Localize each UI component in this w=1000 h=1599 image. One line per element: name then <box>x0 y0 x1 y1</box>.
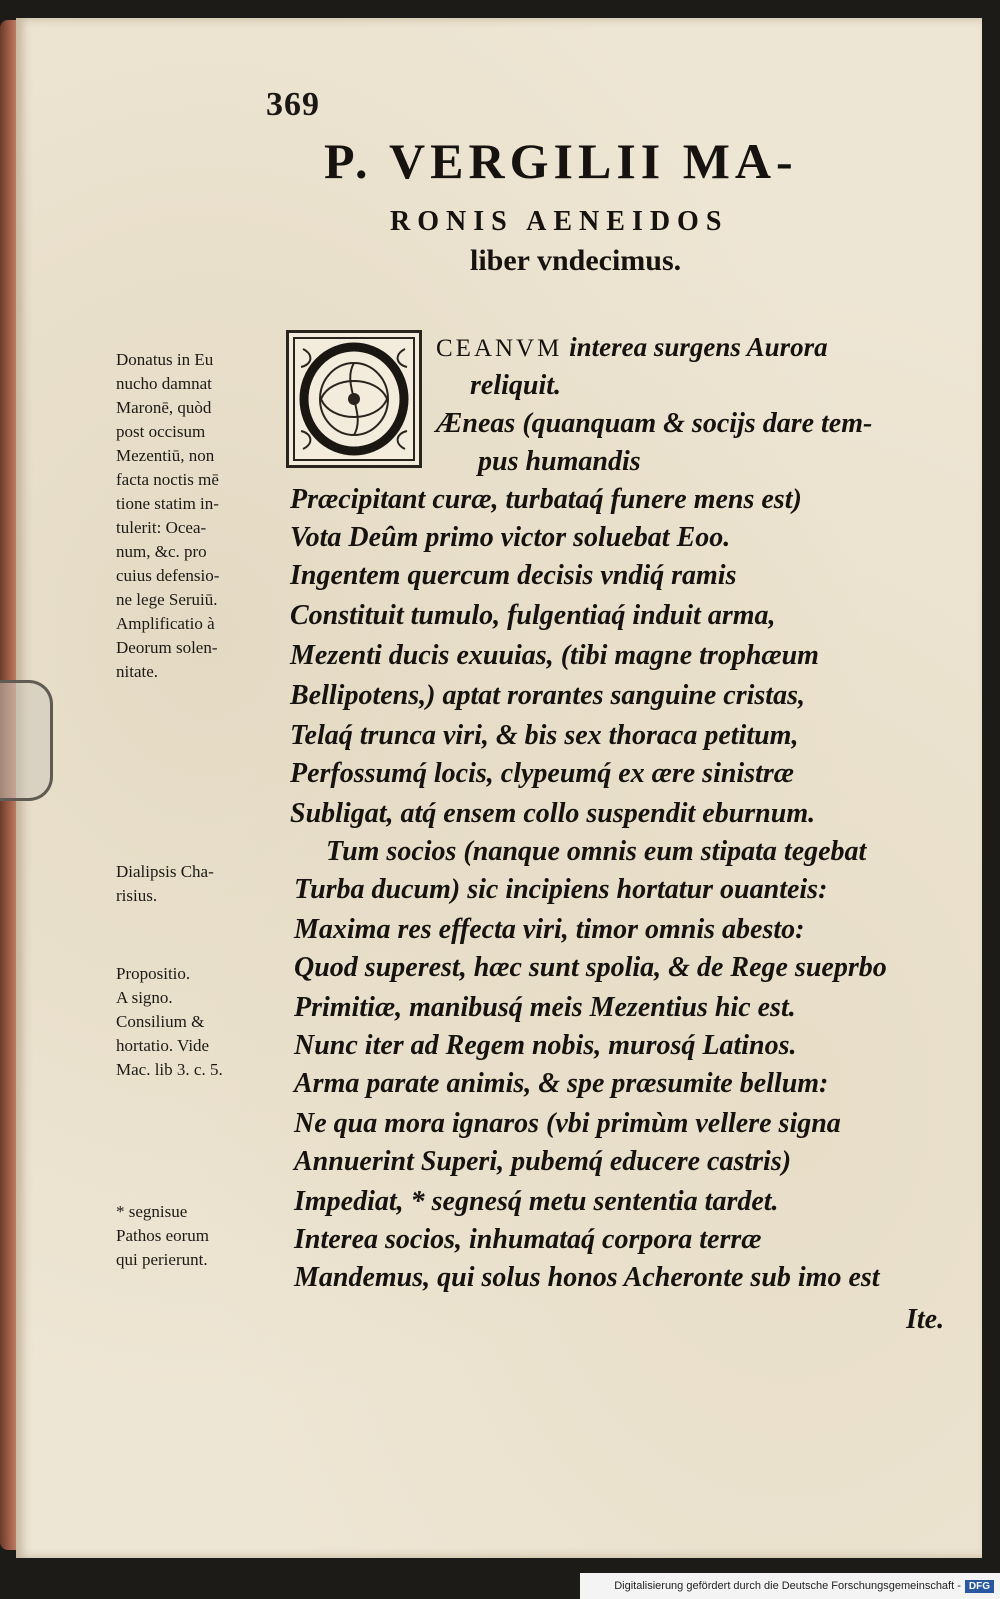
verse-line: Impediat, * segnesq́ metu sententia tardet. <box>294 1186 779 1217</box>
verse-line: Ite. <box>906 1304 945 1335</box>
verse-line: Mandemus, qui solus honos Acheronte sub imo est <box>294 1262 880 1293</box>
initial-ornament-svg <box>291 335 417 463</box>
verse-line: Æneas (quanquam & socijs dare tem- <box>436 408 873 439</box>
verse-first-line <box>436 332 828 363</box>
marginal-note: * segnisue Pathos eorum qui perierunt. <box>116 1202 210 1269</box>
title-line-2: RONIS AENEIDOS <box>390 206 729 237</box>
marginal-note: Propositio. A signo. Consilium & hortatio. Vide Mac. lib 3. c. 5. <box>116 964 223 1079</box>
verse-first-caps: CEANVM <box>436 335 563 362</box>
title-line-3: liber vndecimus. <box>470 244 682 277</box>
verse-first-rest: interea surgens Aurora <box>569 332 828 362</box>
verse-line: Primitiæ, manibusq́ meis Mezentius hic est. <box>294 992 796 1023</box>
verse-line: Ne qua mora ignaros (vbi primùm vellere signa <box>294 1108 841 1139</box>
page-clip <box>0 680 53 801</box>
marginal-note: Donatus in Eu nucho damnat Maronē, quòd post occisum Mezentiū, non facta noctis mē tione statim in- tulerit: Ocea- num, &c. pro cuius defensio- ne lege Seruiū. Amplificatio à Deorum solen- nitate. <box>116 350 220 681</box>
verse-line: Constituit tumulo, fulgentiaq́ induit arma, <box>290 600 776 631</box>
verse-line: reliquit. <box>470 370 562 401</box>
verse-line: Turba ducum) sic incipiens hortatur ouanteis: <box>294 874 828 905</box>
marginal-note: Dialipsis Cha- risius. <box>116 862 214 905</box>
verse-line: Ingentem quercum decisis vndiq́ ramis <box>290 560 737 591</box>
verse-line: Maxima res effecta viri, timor omnis abesto: <box>294 914 805 945</box>
verse-line: Telaq́ trunca viri, & bis sex thoraca petitum, <box>290 720 799 751</box>
verse-line: Mezenti ducis exuuias, (tibi magne trophæum <box>290 640 819 671</box>
verse-line: pus humandis <box>478 446 641 477</box>
verse-line: Subligat, atq́ ensem collo suspendit eburnum. <box>290 798 816 829</box>
verse-line: Perfossumq́ locis, clypeumq́ ex ære sinistræ <box>290 758 794 789</box>
verse-line: Nunc iter ad Regem nobis, murosq́ Latinos. <box>294 1030 797 1061</box>
verse-line: Vota Deûm primo victor soluebat Eoo. <box>290 522 731 553</box>
dfg-logo: DFG <box>965 1580 994 1593</box>
verse-line: Quod superest, hæc sunt spolia, & de Rege sueprbo <box>294 952 887 983</box>
verse-line: Annuerint Superi, pubemq́ educere castris) <box>294 1146 792 1177</box>
ornamental-initial-o-icon <box>286 330 422 468</box>
verse-line: Arma parate animis, & spe præsumite bellum: <box>294 1068 829 1099</box>
verse-line: Interea socios, inhumataq́ corpora terræ <box>294 1224 762 1255</box>
title-line-1: P. VERGILII MA- <box>324 133 798 189</box>
verse-line: Tum socios (nanque omnis eum stipata tegebat <box>326 836 867 867</box>
footer-text: Digitalisierung gefördert durch die Deutsche Forschungsgemeinschaft - <box>614 1580 961 1592</box>
page-number: 369 <box>266 86 320 123</box>
verse-line: Præcipitant curæ, turbataq́ funere mens est) <box>290 484 802 515</box>
verse-line: Bellipotens,) aptat rorantes sanguine cristas, <box>290 680 805 711</box>
footer-credit <box>580 1573 1000 1599</box>
